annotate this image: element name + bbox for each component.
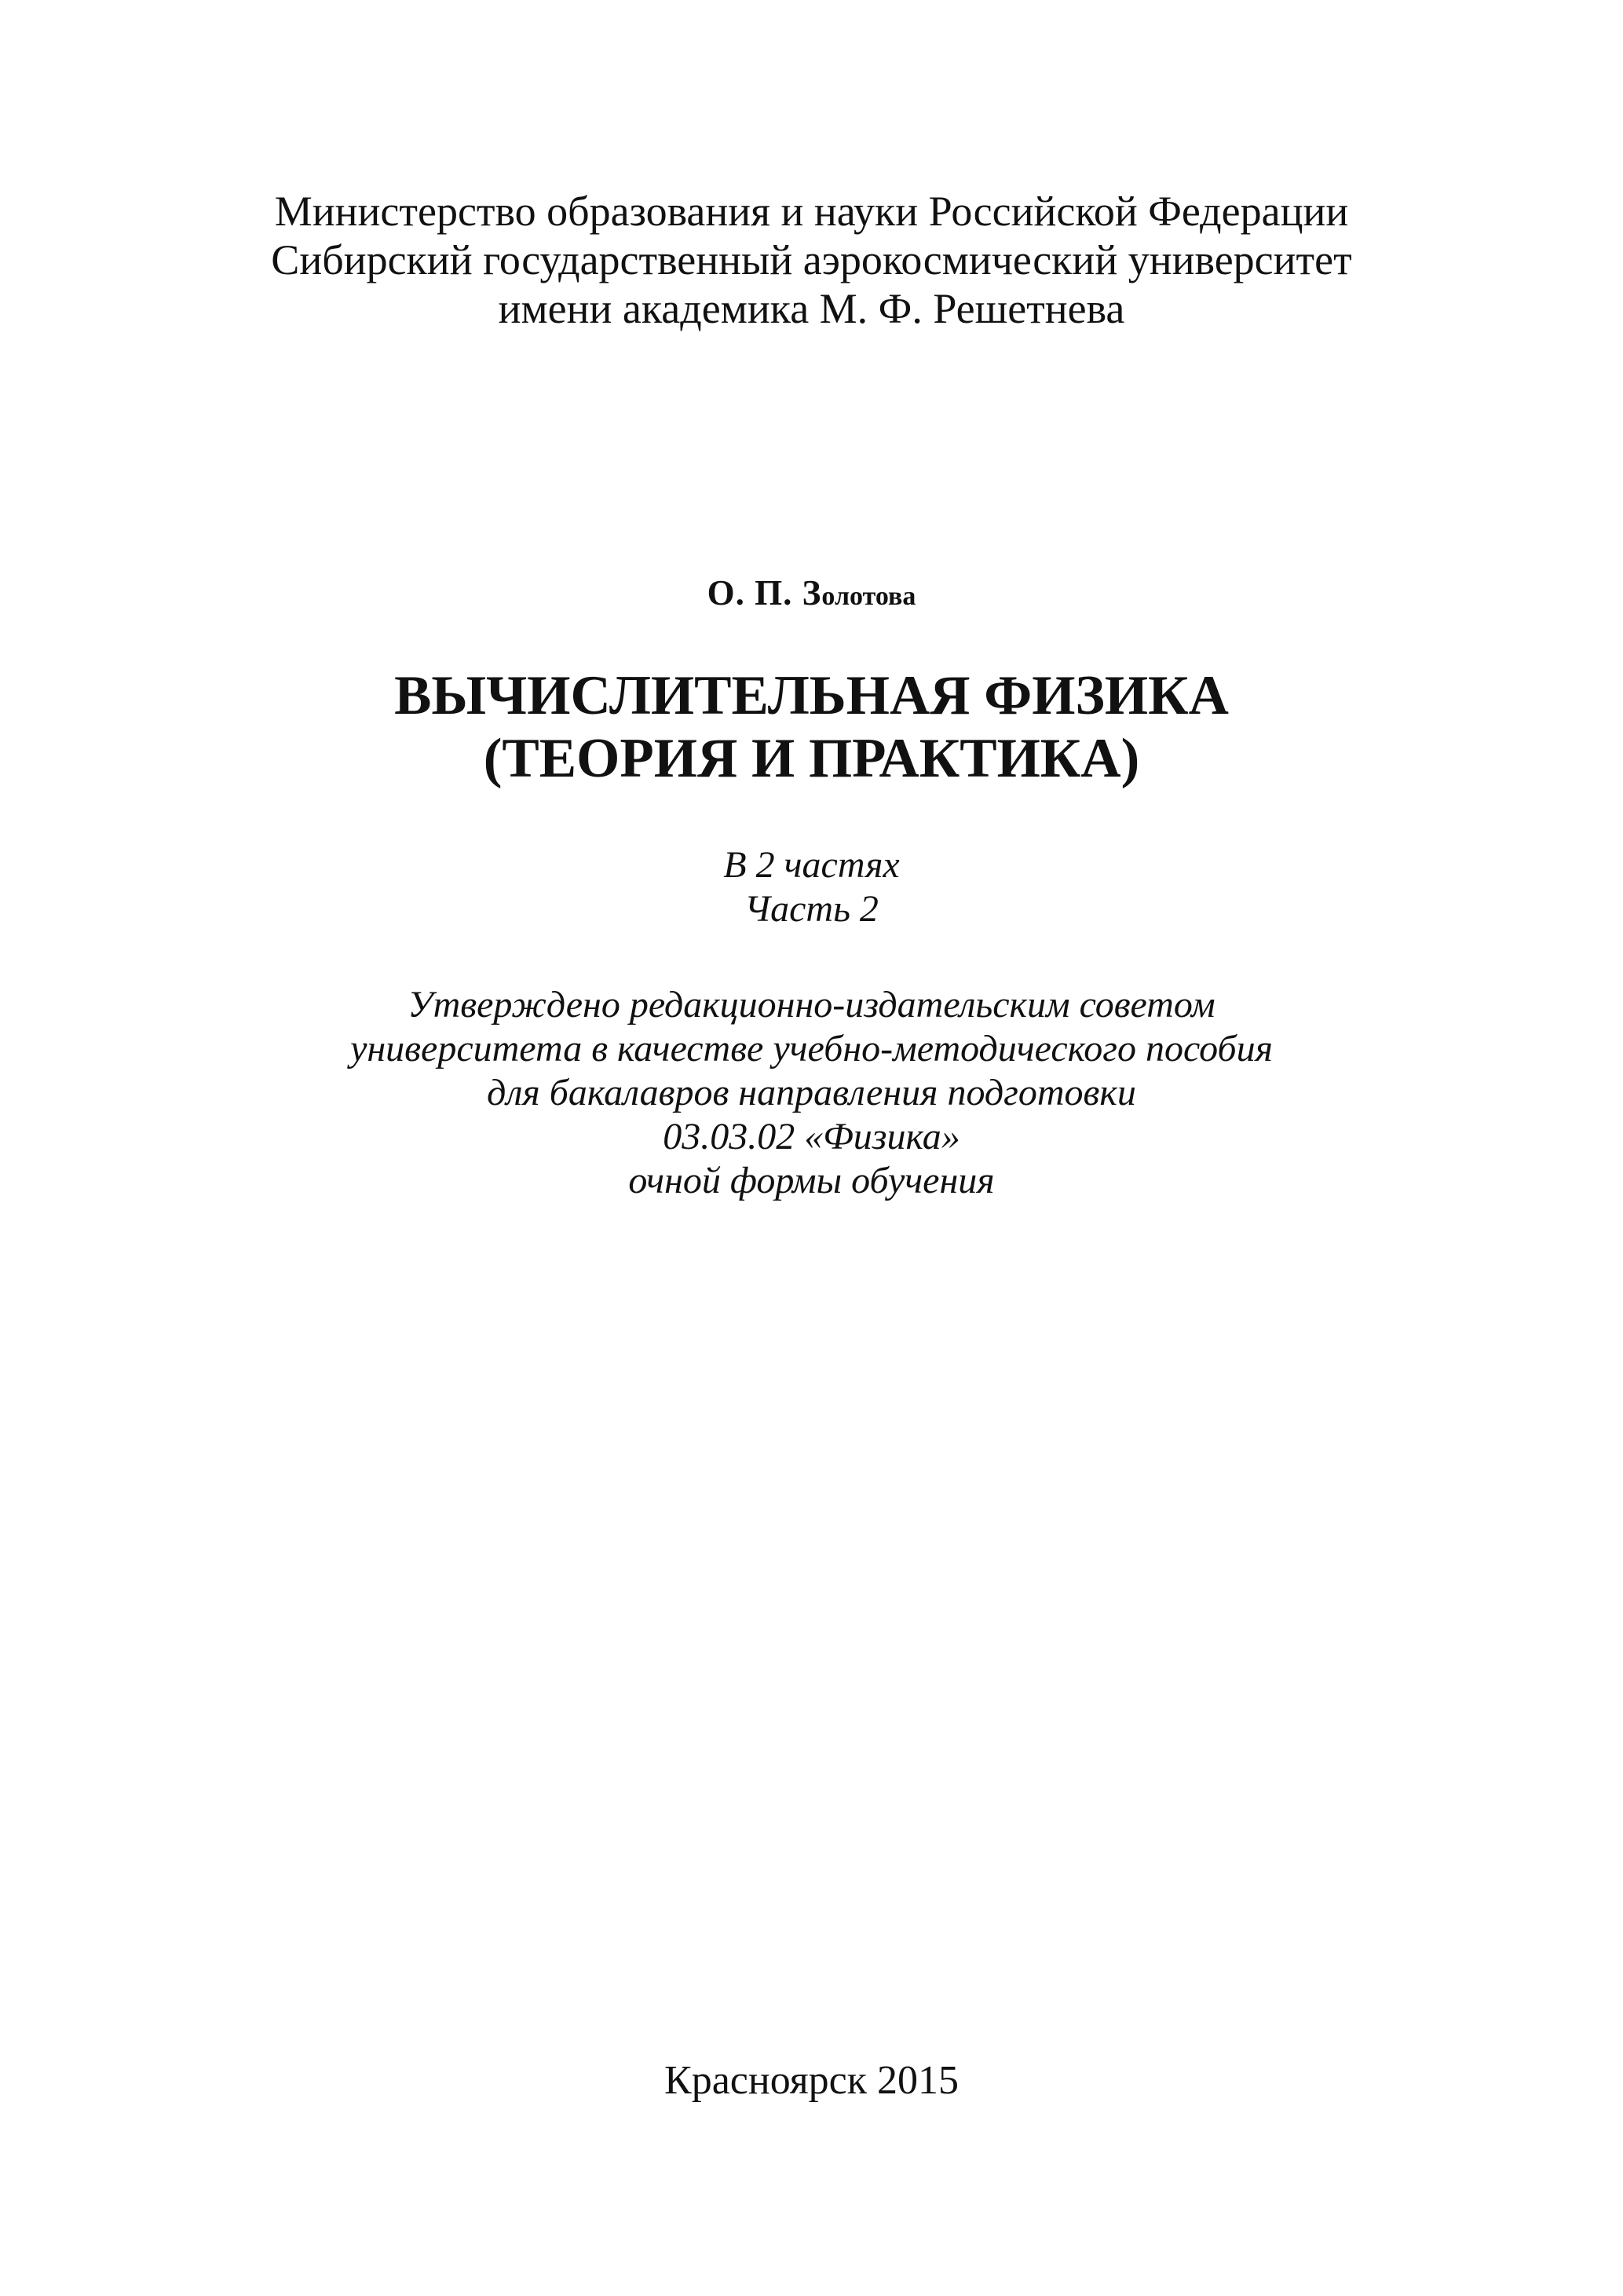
approval-line-3: для бакалавров направления подготовки <box>487 1072 1136 1113</box>
university-line: Сибирский государственный аэрокосмический университет <box>271 236 1352 283</box>
parts-count: В 2 частях <box>723 844 900 886</box>
institution-header <box>0 187 1623 333</box>
approval-statement <box>0 983 1623 1203</box>
author-surname-smallcaps: олотова <box>821 582 916 611</box>
approval-line-2: университета в качестве учебно-методического пособия <box>350 1028 1273 1069</box>
approval-line-5: очной формы обучения <box>628 1160 995 1201</box>
approval-line-1: Утверждено редакционно-издательским советом <box>408 984 1215 1026</box>
author-initials: О. П. З <box>707 573 822 612</box>
book-title-line-1: ВЫЧИСЛИТЕЛЬНАЯ ФИЗИКА <box>394 665 1229 726</box>
publication-place-year <box>0 2057 1623 2104</box>
volume-info <box>0 843 1623 931</box>
approval-line-4: 03.03.02 «Физика» <box>663 1116 960 1157</box>
book-title <box>0 664 1623 790</box>
city-year: Красноярск 2015 <box>664 2058 959 2103</box>
ministry-line: Министерство образования и науки Российской Федерации <box>274 188 1349 235</box>
university-name-line: имени академика М. Ф. Решетнева <box>498 285 1125 332</box>
author-name <box>0 572 1623 618</box>
part-number: Часть 2 <box>744 888 879 930</box>
book-title-line-2: (ТЕОРИЯ И ПРАКТИКА) <box>483 728 1140 789</box>
